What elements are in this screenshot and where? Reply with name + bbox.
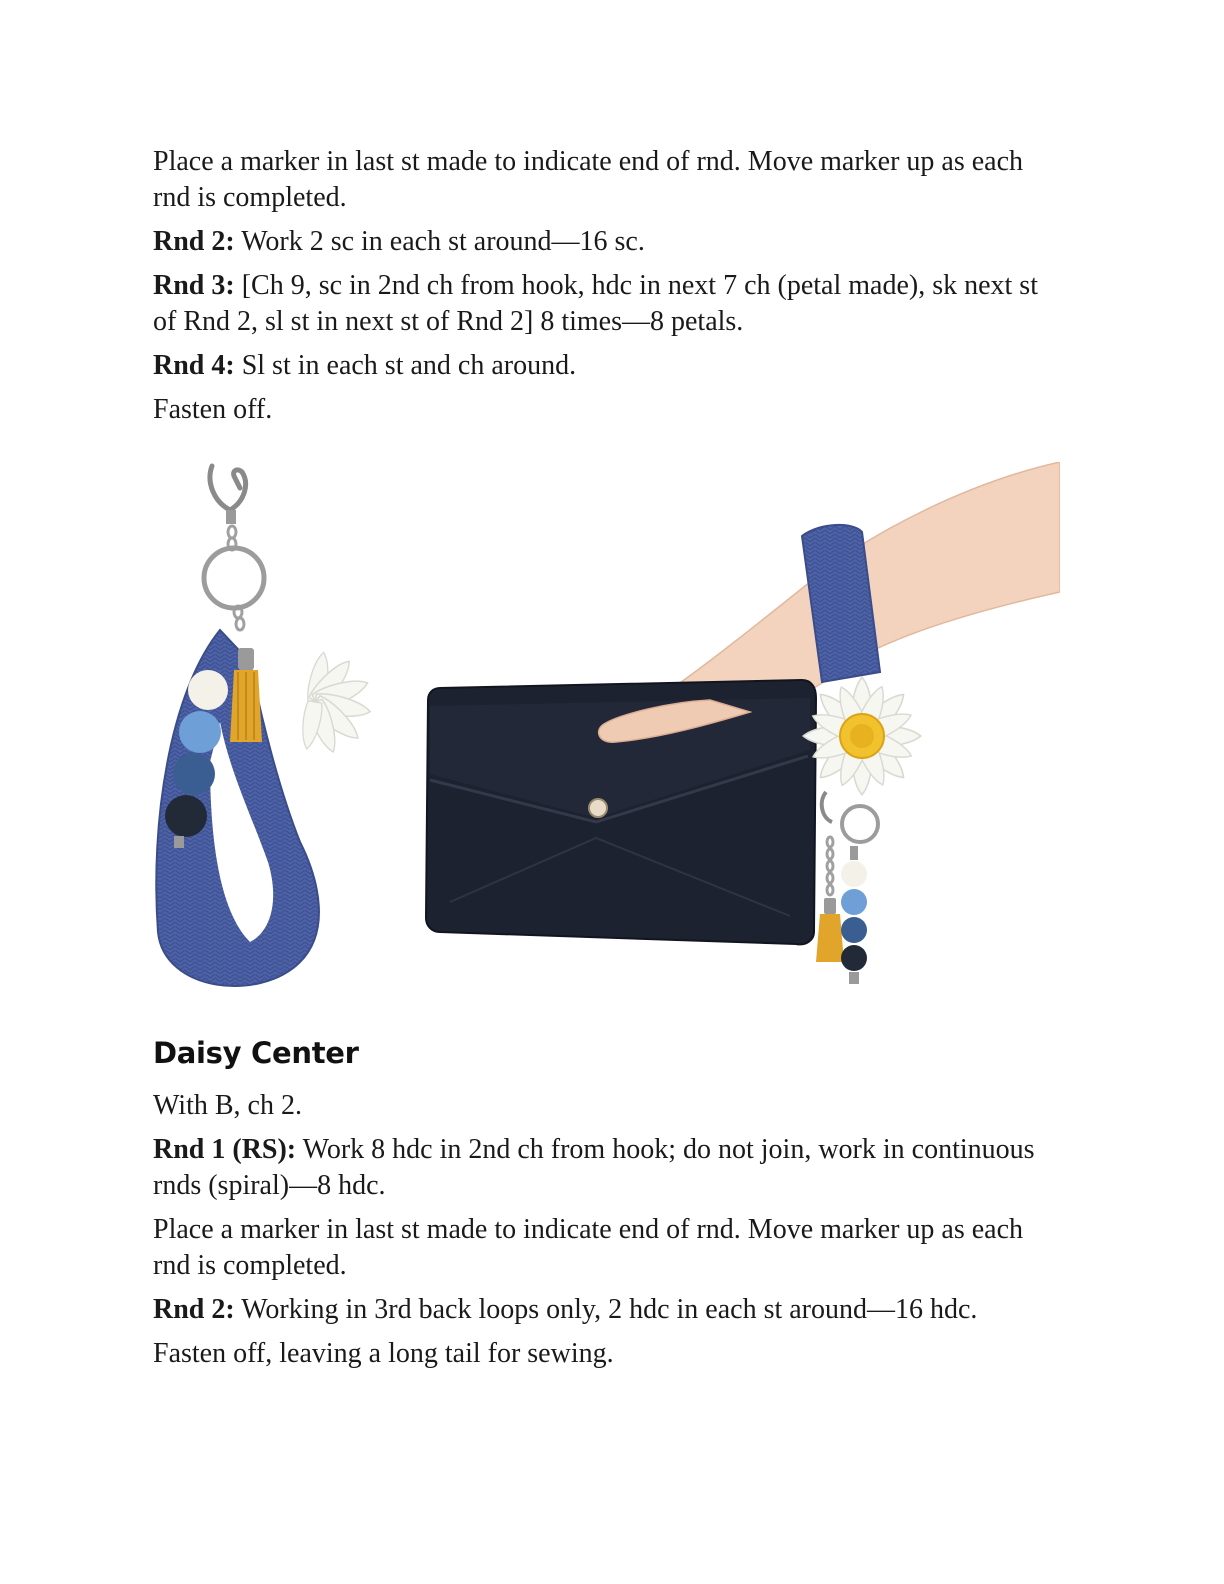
daisy-flower [803,677,921,795]
marker-paragraph: Place a marker in last st made to indicate end of rnd. Move marker up as each rnd is completed. [153,1214,1024,1281]
round-2-instruction [153,1292,1053,1328]
round-label: Rnd 2: [153,1294,235,1325]
round-4-instruction [153,348,1053,384]
product-photo [150,462,1060,1002]
round-1-instruction [153,1132,1053,1204]
round-label: Rnd 2: [153,226,235,257]
round-text: Work 2 sc in each st around—16 sc. [234,226,645,257]
instructions-bottom [153,1088,1053,1380]
section-heading: Daisy Center [153,1036,359,1070]
round-3-instruction [153,268,1053,340]
round-text: Working in 3rd back loops only, 2 hdc in each st around—16 hdc. [234,1294,978,1325]
setup-text: With B, ch 2. [153,1090,302,1121]
round-text: Work 8 hdc in 2nd ch from hook; do not join, work in continuous rnds (spiral)—8 hdc. [153,1134,1035,1201]
round-2-instruction [153,224,1053,260]
round-text: [Ch 9, sc in 2nd ch from hook, hdc in next 7 ch (petal made), sk next st of Rnd 2, sl st in next st of Rnd 2] 8 times—8 petals. [153,270,1038,337]
fasten-off-text: Fasten off. [153,394,273,425]
wristlet-clutch-photo [426,462,1060,984]
fasten-off-text: Fasten off, leaving a long tail for sewing. [153,1338,614,1369]
round-label: Rnd 3: [153,270,235,301]
keychain-loop-photo [156,466,372,986]
round-label: Rnd 1 (RS): [153,1134,297,1165]
round-text: Sl st in each st and ch around. [234,350,577,381]
marker-paragraph: Place a marker in last st made to indicate end of rnd. Move marker up as each rnd is completed. [153,146,1024,213]
round-label: Rnd 4: [153,350,235,381]
instructions-top [153,144,1053,436]
